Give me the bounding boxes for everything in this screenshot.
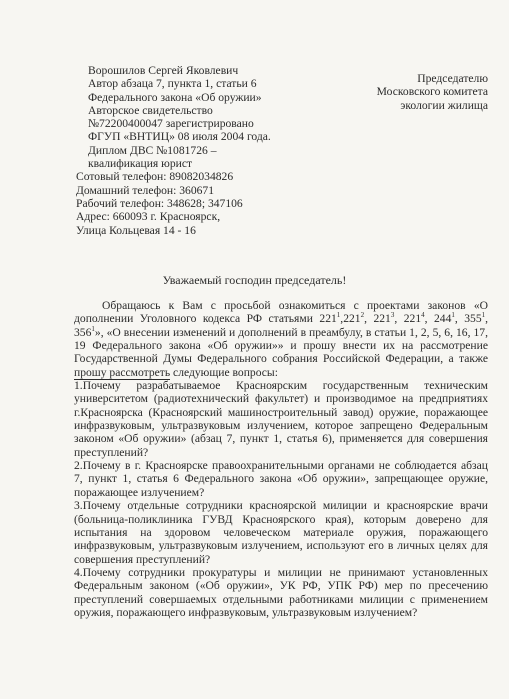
sender-home-phone: Домашний телефон: 360671 — [76, 183, 215, 197]
superscript: 4 — [421, 311, 425, 320]
recipient-block — [340, 72, 488, 112]
superscript: 1 — [91, 324, 95, 333]
salutation: Уважаемый господин председатель! — [162, 273, 347, 287]
intro-text: , 244 — [424, 312, 452, 326]
superscript: 2 — [360, 311, 365, 320]
question-2: 2.Почему в г. Красноярске правоохранительными органами не соблюдается абзац 7, пункт 1, статья 6 Федерального закона «Об оружии», запрещающее оружие, поражающее излучением? — [74, 459, 488, 499]
recipient-line: экологии жилища — [400, 98, 488, 112]
sender-line: Диплом ДВС №1081726 – — [88, 143, 217, 157]
underlined-text: прошу рассмотреть — [74, 365, 171, 379]
intro-text: , 356 — [74, 312, 489, 339]
intro-text: Обращаюсь к Вам с просьбой ознакомиться с проектами законов «О дополнении Уголовного кодекса РФ статьями 221 — [74, 299, 488, 326]
sender-block — [76, 64, 336, 237]
sender-line: квалификация юрист — [88, 157, 193, 171]
intro-text: ,221 — [340, 312, 361, 326]
question-3: 3.Почему отдельные сотрудники красноярской милиции и красноярские врачи (больница-поликлиника ГУВД Красноярского края), которым доверено для испытания на здоровом человеческом материале оружия, поражающего инфразвуковым, ультразвуковым излучением, используют его в личных целях для совершения преступлений? — [74, 499, 488, 566]
sender-work-phone: Рабочий телефон: 348628; 347106 — [76, 196, 243, 210]
sender-line: Федерального закона «Об оружии» — [88, 90, 262, 104]
intro-text: , 221 — [394, 312, 422, 326]
recipient-line: Председателю — [417, 72, 488, 85]
intro-text: , 355 — [454, 312, 482, 326]
sender-street: Улица Кольцевая 14 - 16 — [76, 223, 196, 237]
sender-line: Автор абзаца 7, пункта 1, статьи 6 — [88, 77, 257, 91]
intro-text: следующие вопросы: — [170, 365, 278, 379]
question-1: 1.Почему разрабатываемое Красноярским государственным техническим университетом (радиотехнический факультет) и производимое на предприятиях г.Красноярска (Красноярский машиностроительный завод) оружие, поражающее инфразвуковым, ультразвуковым излучением, которое запрещено Федеральным законом «Об оружии» (абзац 7, пункт 1, статья 6), применяется для совершения преступлений? — [74, 379, 488, 459]
recipient-line: Московского комитета — [376, 85, 488, 99]
intro-paragraph — [74, 299, 488, 379]
sender-line: №72200400047 зарегистрировано — [88, 117, 254, 131]
sender-line: Авторское свидетельство — [88, 103, 213, 117]
sender-line: ФГУП «ВНТИЦ» 08 июля 2004 года. — [88, 130, 271, 144]
question-4: 4.Почему сотрудники прокуратуры и милиции не принимают установленных Федеральным законом («Об оружии», УК РФ, УПК РФ) мер по пресечению преступлений совершаемых отдельными работниками милиции с применением оружия, поражающего инфразвуковым, ультразвуковым излучением? — [74, 565, 488, 619]
superscript: 1 — [336, 311, 341, 320]
sender-address: Адрес: 660093 г. Красноярск, — [76, 210, 221, 224]
superscript: 1 — [451, 311, 455, 320]
intro-text: , 221 — [364, 312, 391, 326]
sender-name: Ворошилов Сергей Яковлевич — [88, 64, 239, 77]
sender-mobile: Сотовый телефон: 89082034826 — [76, 170, 234, 184]
superscript: 3 — [390, 311, 395, 320]
superscript: 1 — [481, 311, 486, 320]
letter-body — [74, 299, 488, 619]
intro-text: », «О внесении изменений и дополнений в преамбулу, в статьи 1, 2, 5, 6, 16, 17, 19 Федерального закона «Об оружии»» и прошу внести их на рассмотрение Государственной Думы Федерального собрания Российской Федерации, а также — [74, 325, 488, 366]
